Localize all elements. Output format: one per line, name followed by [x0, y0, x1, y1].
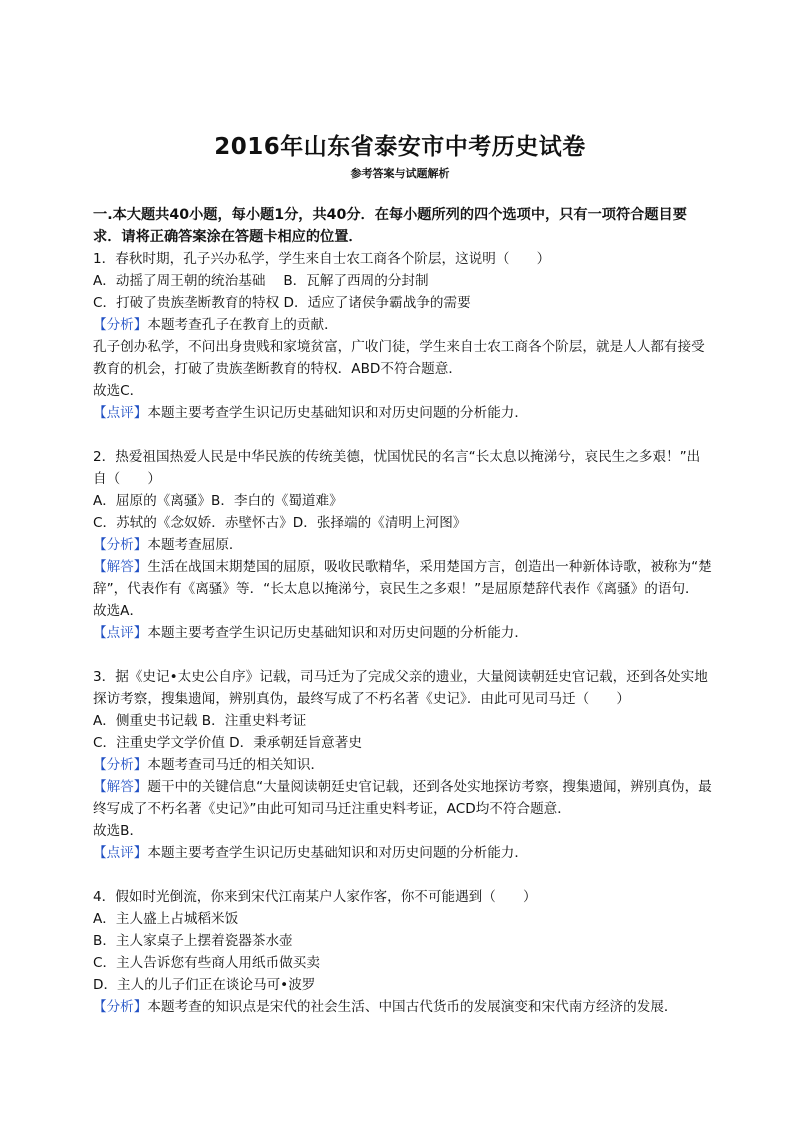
- answer-line: 故选B．: [93, 823, 144, 839]
- comment-line: [93, 402, 713, 424]
- solution-line: [93, 776, 713, 820]
- solution-line: [93, 336, 713, 380]
- option-line: A．动摇了周王朝的统治基础 B．瓦解了西周的分封制: [93, 273, 429, 289]
- question-2: [93, 446, 713, 644]
- analysis-tag: 【分析】: [93, 317, 148, 333]
- comment-tag: 【点评】: [93, 845, 148, 861]
- question-stem: 2．热爱祖国热爱人民是中华民族的传统美德，忧国忧民的名言“长太息以掩涕兮，哀民生之多艰！”出自（ ）: [93, 449, 701, 487]
- option-line: A．主人盛上占城稻米饭: [93, 911, 239, 927]
- answer-line: 故选C．: [93, 383, 144, 399]
- option-line: D．主人的儿子们正在谈论马可•波罗: [93, 977, 316, 993]
- solution-text: 题干中的关键信息“大量阅读朝廷史官记载，还到各处实地探访考察，搜集遗闻，辨别真伪，最终写成了不朽名著《史记》”由此可知司马迁注重史料考证，ACD均不符合题意．: [93, 779, 712, 817]
- analysis-text: 本题考查孔子在教育上的贡献．: [147, 317, 338, 333]
- analysis-line: [93, 534, 713, 556]
- option-line: C．苏轼的《念奴娇．赤壁怀古》D．张择端的《清明上河图》: [93, 515, 467, 531]
- analysis-tag: 【分析】: [93, 757, 148, 773]
- analysis-text: 本题考查屈原．: [147, 537, 243, 553]
- option-line: A．侧重史书记载 B．注重史料考证: [93, 713, 307, 729]
- analysis-text: 本题考查的知识点是宋代的社会生活、中国古代货币的发展演变和宋代南方经济的发展．: [147, 999, 678, 1015]
- analysis-line: [93, 314, 713, 336]
- question-stem: 1．春秋时期，孔子兴办私学，学生来自士农工商各个阶层，这说明（ ）: [93, 251, 551, 267]
- solution-line: [93, 556, 713, 600]
- solution-tag: 【解答】: [93, 779, 148, 795]
- question-stem: 4．假如时光倒流，你来到宋代江南某户人家作客，你不可能遇到（ ）: [93, 889, 537, 905]
- comment-tag: 【点评】: [93, 625, 148, 641]
- comment-tag: 【点评】: [93, 405, 148, 421]
- analysis-tag: 【分析】: [93, 537, 148, 553]
- analysis-line: [93, 996, 713, 1018]
- answer-line: 故选A．: [93, 603, 144, 619]
- option-line: B．主人家桌子上摆着瓷器茶水壶: [93, 933, 293, 949]
- comment-line: [93, 842, 713, 864]
- question-1: [93, 248, 713, 424]
- analysis-tag: 【分析】: [93, 999, 148, 1015]
- option-line: A．屈原的《离骚》B．李白的《蜀道难》: [93, 493, 343, 509]
- comment-text: 本题主要考查学生识记历史基础知识和对历史问题的分析能力．: [147, 405, 528, 421]
- solution-text: 孔子创办私学，不问出身贵贱和家境贫富，广收门徒，学生来自士农工商各个阶层，就是人人都有接受教育的机会，打破了贵族垄断教育的特权．ABD不符合题意．: [93, 339, 705, 377]
- question-stem: 3．据《史记•太史公自序》记载，司马迁为了完成父亲的遗业，大量阅读朝廷史官记载，还到各处实地探访考察，搜集遗闻，辨别真伪，最终写成了不朽名著《史记》．由此可见司马迁（ ）: [93, 669, 708, 707]
- page-title: 2016年山东省泰安市中考历史试卷: [214, 134, 586, 160]
- question-3: [93, 666, 713, 864]
- solution-tag: 【解答】: [93, 559, 148, 575]
- analysis-text: 本题考查司马迁的相关知识．: [147, 757, 325, 773]
- option-line: C．主人告诉您有些商人用纸币做买卖: [93, 955, 320, 971]
- comment-text: 本题主要考查学生识记历史基础知识和对历史问题的分析能力．: [147, 845, 528, 861]
- comment-line: [93, 622, 713, 644]
- comment-text: 本题主要考查学生识记历史基础知识和对历史问题的分析能力．: [147, 625, 528, 641]
- question-4: [93, 886, 713, 1018]
- analysis-line: [93, 754, 713, 776]
- page-subtitle: 参考答案与试题解析: [350, 167, 450, 180]
- solution-text: 生活在战国末期楚国的屈原，吸收民歌精华，采用楚国方言，创造出一种新体诗歌，被称为“楚辞”，代表作有《离骚》等．“长太息以掩涕兮，哀民生之多艰！”是屈原楚辞代表作《离骚》的语句．: [93, 559, 712, 597]
- section-heading: 一.本大题共40小题，每小题1分，共40分．在每小题所列的四个选项中，只有一项符合题目要求．请将正确答案涂在答题卡相应的位置．: [93, 207, 687, 245]
- exam-content: [93, 204, 713, 1018]
- option-line: C．打破了贵族垄断教育的特权 D．适应了诸侯争霸战争的需要: [93, 295, 471, 311]
- option-line: C．注重史学文学价值 D．秉承朝廷旨意著史: [93, 735, 362, 751]
